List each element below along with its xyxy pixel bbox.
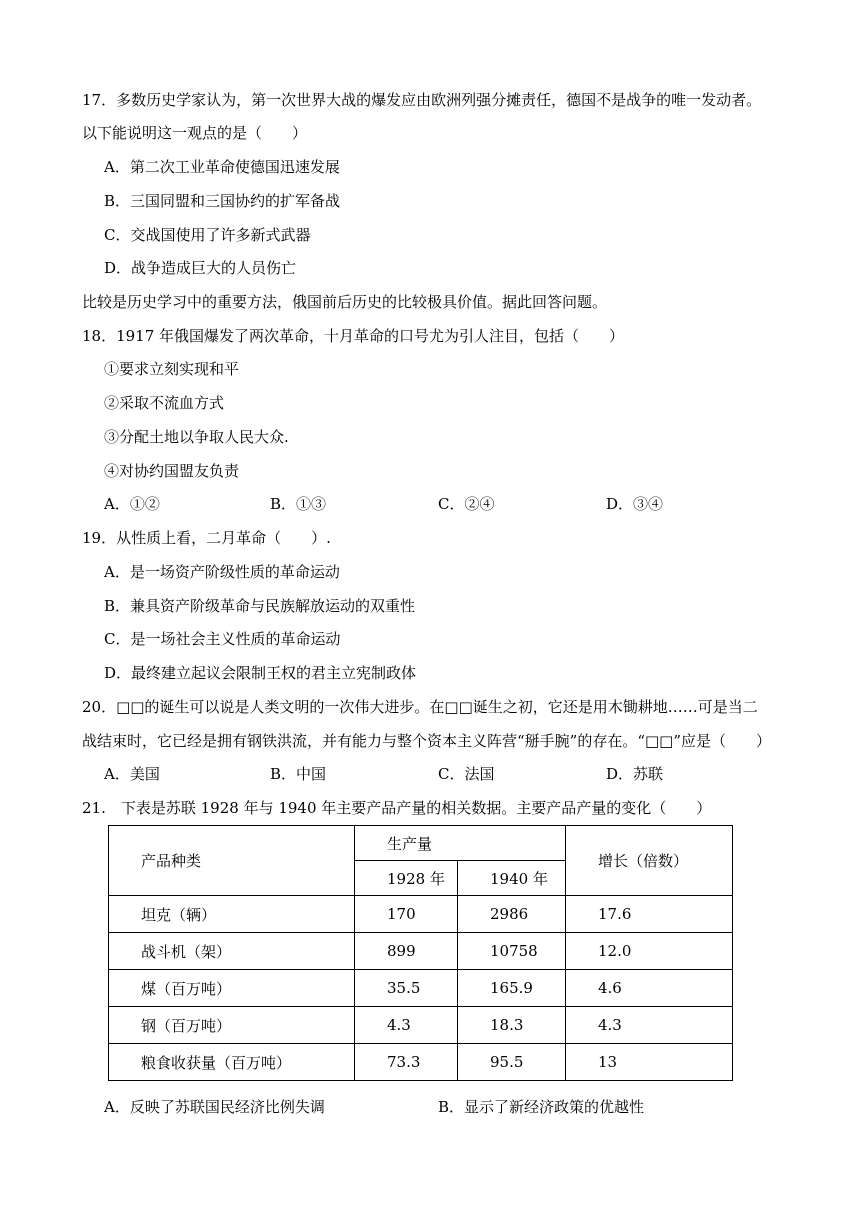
row-growth: 17.6 bbox=[566, 896, 733, 933]
production-table bbox=[108, 825, 733, 1081]
q18-item-4: ④对协约国盟友负责 bbox=[104, 462, 240, 480]
table-row bbox=[109, 1044, 733, 1081]
row-1940: 10758 bbox=[458, 933, 566, 970]
row-growth: 13 bbox=[566, 1044, 733, 1081]
q20-option-d: D．苏联 bbox=[606, 765, 664, 783]
row-name: 坦克（辆） bbox=[109, 896, 355, 933]
table-row bbox=[109, 933, 733, 970]
row-1928: 73.3 bbox=[355, 1044, 458, 1081]
row-1940: 2986 bbox=[458, 896, 566, 933]
q19-stem: 19．从性质上看，二月革命（ ）. bbox=[82, 529, 331, 547]
section-intro: 比较是历史学习中的重要方法，俄国前后历史的比较极具价值。据此回答问题。 bbox=[82, 293, 608, 311]
q18-option-c: C．②④ bbox=[438, 495, 495, 513]
q18-item-3: ③分配土地以争取人民大众. bbox=[104, 428, 289, 446]
header-category: 产品种类 bbox=[109, 826, 355, 896]
q17-stem-line1: 17．多数历史学家认为，第一次世界大战的爆发应由欧洲列强分摊责任，德国不是战争的唯一发动者。 bbox=[82, 91, 762, 109]
row-name: 粮食收获量（百万吨） bbox=[109, 1044, 355, 1081]
q21-stem: 21. 下表是苏联 1928 年与 1940 年主要产品产量的相关数据。主要产品产量的变化（ ） bbox=[82, 799, 712, 817]
q17-option-b: B．三国同盟和三国协约的扩军备战 bbox=[104, 192, 341, 210]
row-1928: 899 bbox=[355, 933, 458, 970]
q18-item-1: ①要求立刻实现和平 bbox=[104, 360, 240, 378]
q18-item-2: ②采取不流血方式 bbox=[104, 394, 225, 412]
row-name: 战斗机（架） bbox=[109, 933, 355, 970]
q21-option-b: B．显示了新经济政策的优越性 bbox=[438, 1098, 645, 1116]
table-row bbox=[109, 1007, 733, 1044]
row-1940: 95.5 bbox=[458, 1044, 566, 1081]
table-row bbox=[109, 896, 733, 933]
row-1928: 170 bbox=[355, 896, 458, 933]
q19-option-a: A．是一场资产阶级性质的革命运动 bbox=[104, 563, 340, 581]
q20-options-row bbox=[104, 764, 764, 784]
q20-stem-line1: 20．□□的诞生可以说是人类文明的一次伟大进步。在□□诞生之初，它还是用木锄耕地……可是当二 bbox=[82, 698, 758, 716]
q19-option-d: D．最终建立起议会限制王权的君主立宪制政体 bbox=[104, 664, 417, 682]
q18-option-d: D．③④ bbox=[606, 495, 664, 513]
header-growth: 增长（倍数） bbox=[566, 826, 733, 896]
q21-options-row bbox=[104, 1097, 764, 1117]
q17-stem-line2: 以下能说明这一观点的是（ ） bbox=[82, 124, 308, 142]
header-1940: 1940 年 bbox=[458, 861, 566, 896]
q18-options-row bbox=[104, 494, 764, 514]
table-row bbox=[109, 970, 733, 1007]
q17-option-a: A．第二次工业革命使德国迅速发展 bbox=[104, 158, 340, 176]
row-1928: 35.5 bbox=[355, 970, 458, 1007]
q17-option-c: C．交战国使用了许多新式武器 bbox=[104, 226, 311, 244]
row-name: 煤（百万吨） bbox=[109, 970, 355, 1007]
row-growth: 12.0 bbox=[566, 933, 733, 970]
row-1940: 165.9 bbox=[458, 970, 566, 1007]
q20-stem-line2: 战结束时，它已经是拥有钢铁洪流，并有能力与整个资本主义阵营“掰手腕”的存在。“□□”应是（ ） bbox=[82, 732, 772, 750]
header-output: 生产量 bbox=[355, 826, 566, 861]
q17-option-d: D．战争造成巨大的人员伤亡 bbox=[104, 259, 297, 277]
q19-option-c: C．是一场社会主义性质的革命运动 bbox=[104, 630, 341, 648]
row-1940: 18.3 bbox=[458, 1007, 566, 1044]
header-1928: 1928 年 bbox=[355, 861, 458, 896]
q19-option-b: B．兼具资产阶级革命与民族解放运动的双重性 bbox=[104, 597, 416, 615]
q20-option-b: B．中国 bbox=[270, 765, 327, 783]
row-name: 钢（百万吨） bbox=[109, 1007, 355, 1044]
q21-option-a: A．反映了苏联国民经济比例失调 bbox=[104, 1098, 325, 1116]
q18-stem: 18．1917 年俄国爆发了两次革命，十月革命的口号尤为引人注目，包括（ ） bbox=[82, 327, 625, 345]
row-growth: 4.6 bbox=[566, 970, 733, 1007]
q20-option-c: C．法国 bbox=[438, 765, 495, 783]
q18-option-b: B．①③ bbox=[270, 495, 327, 513]
q20-option-a: A．美国 bbox=[104, 765, 160, 783]
row-1928: 4.3 bbox=[355, 1007, 458, 1044]
q18-option-a: A．①② bbox=[104, 495, 160, 513]
row-growth: 4.3 bbox=[566, 1007, 733, 1044]
